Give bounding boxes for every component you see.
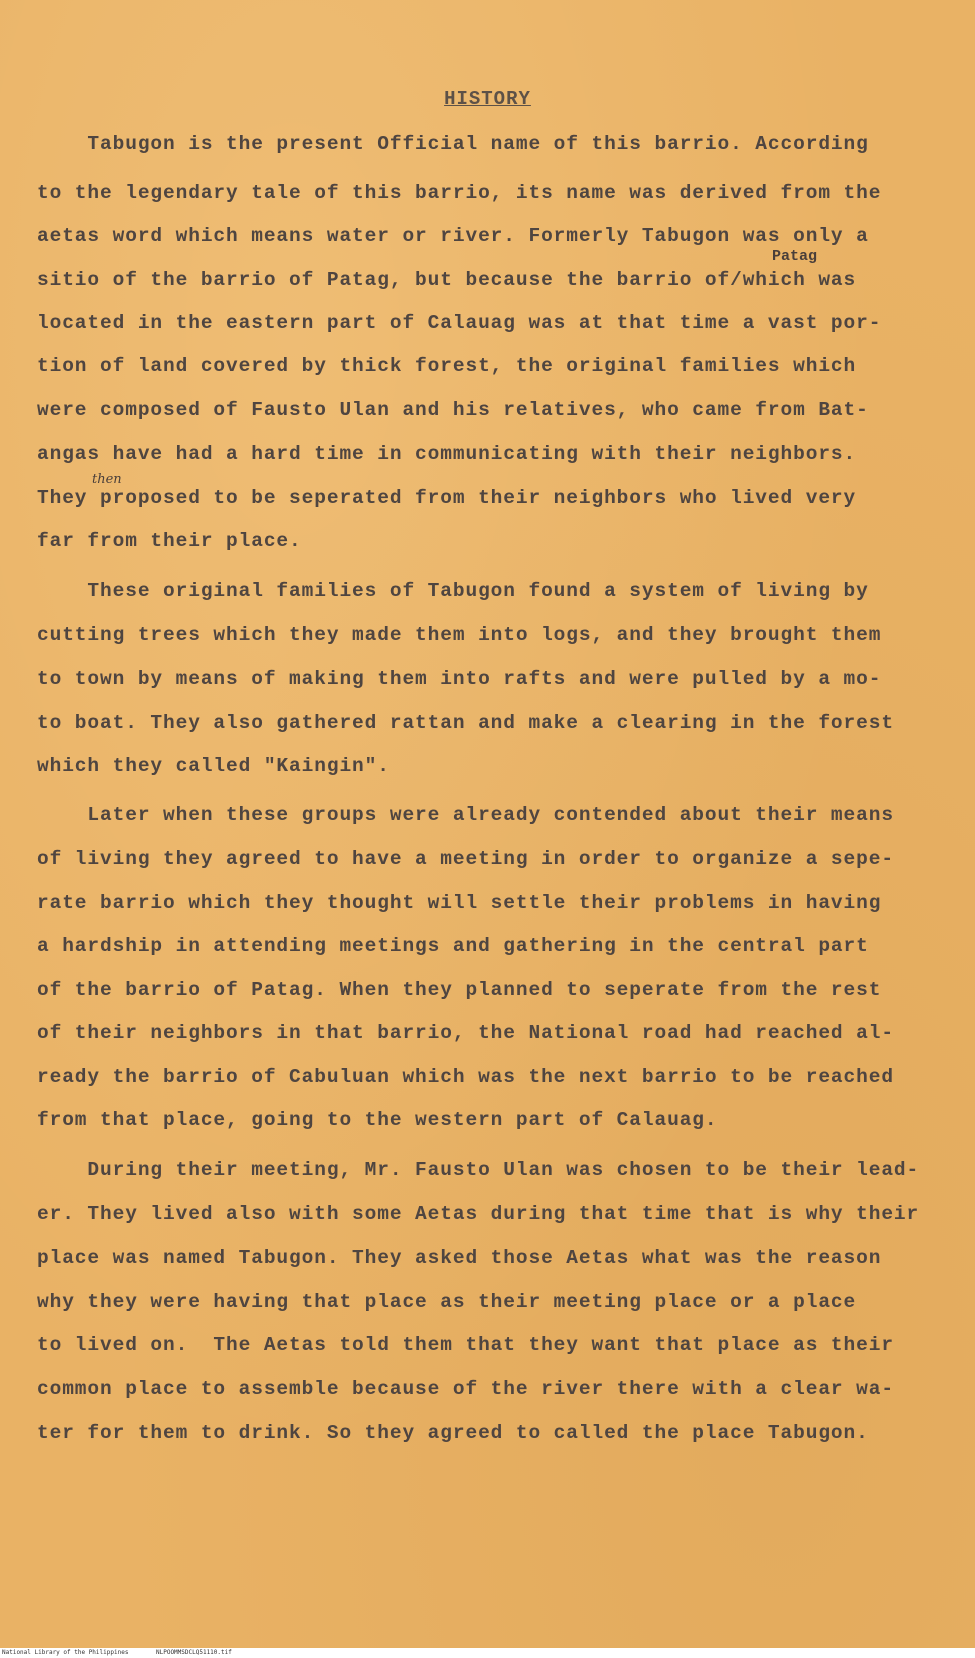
text-line: sitio of the barrio of Patag, but because the barrio of/which was <box>37 269 857 291</box>
text-line: common place to assemble because of the river there with a clear wa- <box>37 1378 894 1400</box>
text-line: to lived on. The Aetas told them that they want that place as their <box>37 1334 894 1356</box>
handwritten-annotation-then: then <box>92 472 122 487</box>
document-title: HISTORY <box>444 88 531 110</box>
text-line: er. They lived also with some Aetas during that time that is why their <box>37 1203 920 1225</box>
footer-file-name: NLPOOMMSDCLQ51110.tif <box>156 1649 232 1656</box>
footer-library-name: National Library of the Philippines <box>2 1649 129 1656</box>
text-line: far from their place. <box>37 530 302 552</box>
text-line: of living they agreed to have a meeting in order to organize a sepe- <box>37 848 894 870</box>
text-line: why they were having that place as their meeting place or a place <box>37 1291 857 1313</box>
text-line: ter for them to drink. So they agreed to called the place Tabugon. <box>37 1422 869 1444</box>
text-line: Later when these groups were already contended about their means <box>37 804 894 826</box>
text-line: a hardship in attending meetings and gathering in the central part <box>37 935 869 957</box>
text-line: Tabugon is the present Official name of this barrio. According <box>37 133 869 155</box>
text-line: from that place, going to the western part of Calauag. <box>37 1109 718 1131</box>
text-line: tion of land covered by thick forest, the original families which <box>37 355 857 377</box>
text-line: of their neighbors in that barrio, the National road had reached al- <box>37 1022 894 1044</box>
text-line: angas have had a hard time in communicating with their neighbors. <box>37 443 857 465</box>
scan-footer <box>0 1648 975 1658</box>
text-line: These original families of Tabugon found a system of living by <box>37 580 869 602</box>
text-line: aetas word which means water or river. Formerly Tabugon was only a <box>37 225 869 247</box>
text-line: located in the eastern part of Calauag was at that time a vast por- <box>37 312 882 334</box>
text-line: cutting trees which they made them into logs, and they brought them <box>37 624 882 646</box>
text-line: ready the barrio of Cabuluan which was the next barrio to be reached <box>37 1066 894 1088</box>
text-line: place was named Tabugon. They asked those Aetas what was the reason <box>37 1247 882 1269</box>
text-line: rate barrio which they thought will settle their problems in having <box>37 892 882 914</box>
text-line: to the legendary tale of this barrio, its name was derived from the <box>37 182 882 204</box>
text-line: to boat. They also gathered rattan and make a clearing in the forest <box>37 712 894 734</box>
text-line: During their meeting, Mr. Fausto Ulan was chosen to be their lead- <box>37 1159 920 1181</box>
text-line: were composed of Fausto Ulan and his relatives, who came from Bat- <box>37 399 869 421</box>
handwritten-annotation-patag: Patag <box>772 248 818 265</box>
text-line: to town by means of making them into rafts and were pulled by a mo- <box>37 668 882 690</box>
text-line: of the barrio of Patag. When they planned to seperate from the rest <box>37 979 882 1001</box>
text-line: which they called "Kaingin". <box>37 755 390 777</box>
text-line: They proposed to be seperated from their neighbors who lived very <box>37 487 857 509</box>
